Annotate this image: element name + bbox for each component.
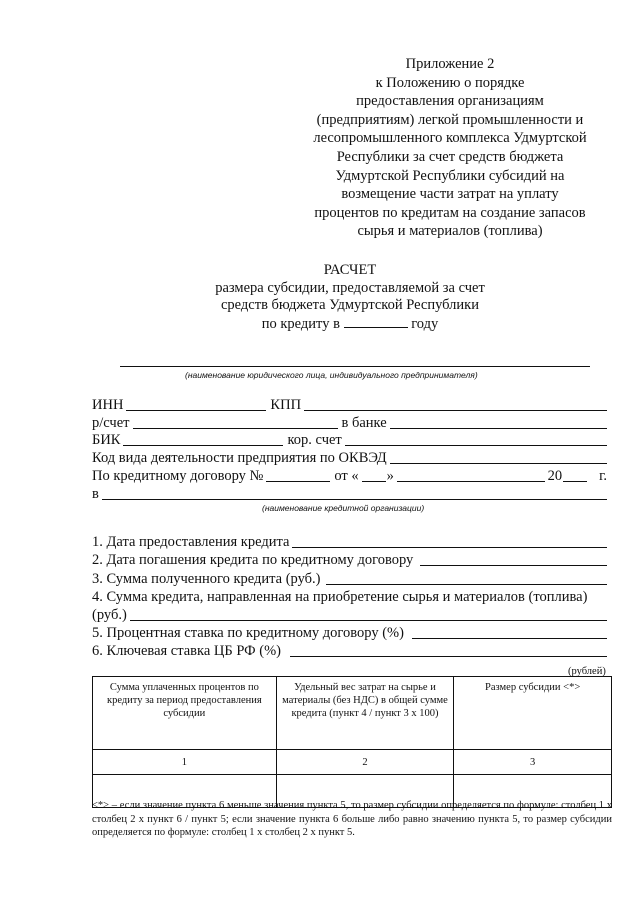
title-line-year: по кредиту в году — [261, 315, 439, 332]
table-header-cell: Удельный вес затрат на сырье и материалы (без НДС) в общей сумме кредита (пункт 4 / пункт 3 х 100) — [276, 677, 454, 750]
contract-day-field[interactable] — [362, 469, 386, 482]
credit-org-caption: (наименование кредитной организации) — [262, 503, 425, 513]
item-2-label: 2. Дата погашения кредита по кредитному договору — [92, 552, 414, 568]
item-4-label: 4. Сумма кредита, направленная на приобретение сырья и материалов (топлива) — [92, 589, 588, 605]
table-number-row — [93, 750, 612, 775]
item-4-field[interactable] — [130, 608, 607, 621]
item-3-label: 3. Сумма полученного кредита (руб.) — [92, 571, 321, 587]
item-3-field[interactable] — [326, 572, 607, 585]
inn-field[interactable] — [126, 398, 266, 411]
account-field[interactable] — [133, 416, 338, 429]
appendix-line: (предприятиям) легкой промышленности и — [316, 111, 584, 128]
item-6-field[interactable] — [290, 644, 607, 657]
appendix-line: сырья и материалов (топлива) — [357, 223, 543, 240]
contract-no-label: По кредитному договору № — [92, 468, 264, 484]
table-header-row — [93, 677, 612, 750]
entity-name-caption: (наименование юридического лица, индивидуального предпринимателя) — [185, 370, 478, 380]
inn-label: ИНН — [92, 397, 124, 413]
entity-name-line[interactable] — [120, 366, 590, 367]
item-5-field[interactable] — [412, 626, 607, 639]
item-5-label: 5. Процентная ставка по кредитному договору (%) — [92, 625, 404, 641]
item-5 — [92, 624, 607, 642]
item-2-field[interactable] — [420, 553, 607, 566]
item-4-unit: (руб.) — [92, 607, 127, 623]
contract-year-suffix: г. — [599, 468, 607, 484]
item-3 — [92, 570, 607, 588]
corr-account-field[interactable] — [345, 433, 607, 446]
credit-org-field[interactable] — [102, 487, 607, 500]
contract-no-field[interactable] — [266, 469, 330, 482]
item-4-cont — [92, 606, 607, 624]
appendix-line: возмещение части затрат на уплату — [341, 186, 559, 203]
kpp-field[interactable] — [304, 398, 607, 411]
unit-label: (рублей) — [568, 666, 606, 677]
bik-field[interactable] — [123, 433, 283, 446]
okved-label: Код вида деятельности предприятия по ОКВЭД — [92, 450, 387, 466]
okved-field[interactable] — [390, 451, 607, 464]
title-line: размера субсидии, предоставляемой за счет — [215, 279, 485, 296]
appendix-line: к Положению о порядке — [375, 74, 525, 91]
bik-row — [92, 431, 607, 449]
year-blank[interactable] — [344, 315, 408, 328]
okved-row — [92, 449, 607, 467]
contract-year-field[interactable] — [563, 469, 587, 482]
appendix-line: Удмуртской Республики субсидий на — [335, 167, 565, 184]
item-6 — [92, 642, 607, 660]
appendix-line: Республики за счет средств бюджета — [336, 148, 564, 165]
contract-month-field[interactable] — [397, 469, 545, 482]
contract-from-label: от « — [334, 468, 359, 484]
document-title — [150, 262, 550, 333]
item-4 — [92, 588, 607, 606]
column-number: 2 — [276, 750, 454, 775]
calculation-table — [92, 676, 612, 808]
item-2 — [92, 551, 607, 569]
credit-org-row — [92, 485, 607, 503]
appendix-line: процентов по кредитам на создание запасов — [314, 204, 586, 221]
contract-year-label: 20 — [547, 468, 563, 484]
bik-label: БИК — [92, 432, 121, 448]
title-line: средств бюджета Удмуртской Республики — [221, 297, 479, 313]
in-label: в — [92, 486, 99, 502]
table-header-cell: Сумма уплаченных процентов по кредиту за период предоставления субсидии — [93, 677, 277, 750]
corr-account-label: кор. счет — [287, 432, 342, 448]
in-bank-label: в банке — [341, 415, 387, 431]
column-number: 1 — [93, 750, 277, 775]
appendix-header — [300, 55, 600, 241]
bank-field[interactable] — [390, 416, 607, 429]
appendix-line: предоставления организациям — [356, 93, 544, 110]
kpp-label: КПП — [270, 397, 302, 413]
item-1-field[interactable] — [292, 535, 607, 548]
footnote: <*> – если значение пункта 6 меньше значения пункта 5, то размер субсидии определяется по формуле: столбец 1 х столбец 2 х пункт 6 / пункт 5; если значение пункта 6 больше либо равно значению пункта 5, то размер субсидии определяется по формуле: столбец 1 х столбец 2 х пункт 5. — [92, 800, 612, 838]
appendix-line: лесопромышленного комплекса Удмуртской — [313, 130, 587, 147]
contract-row — [92, 467, 607, 485]
title-heading: РАСЧЕТ — [323, 262, 377, 278]
item-6-label: 6. Ключевая ставка ЦБ РФ (%) — [92, 643, 281, 659]
item-1 — [92, 533, 607, 551]
column-number: 3 — [454, 750, 612, 775]
table-header-cell: Размер субсидии <*> — [454, 677, 612, 750]
contract-quote: » — [386, 468, 394, 484]
appendix-line: Приложение 2 — [405, 56, 495, 72]
inn-kpp-row — [92, 396, 607, 414]
item-1-label: 1. Дата предоставления кредита — [92, 534, 290, 550]
account-row — [92, 414, 607, 432]
account-label: р/счет — [92, 415, 130, 431]
